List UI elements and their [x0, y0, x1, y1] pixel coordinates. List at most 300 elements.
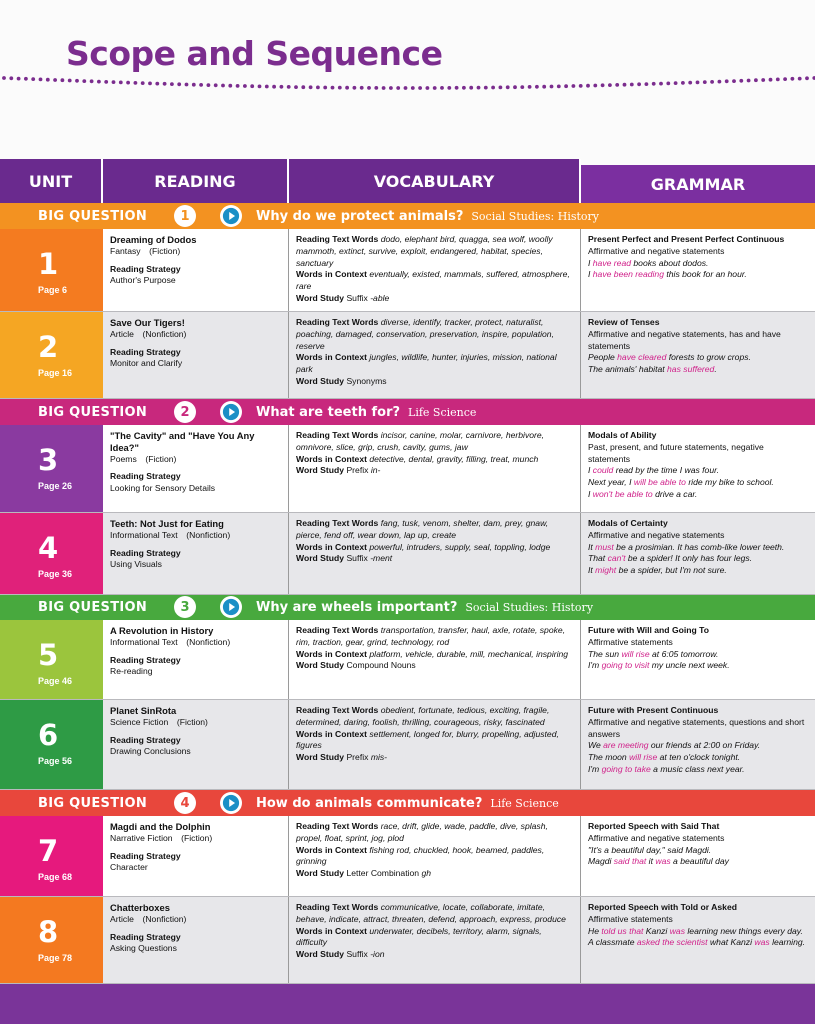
- word-study: [296, 465, 573, 477]
- big-question-subject: Social Studies: History: [471, 209, 600, 223]
- divider-dot: [542, 85, 546, 89]
- grammar-text: It: [588, 541, 596, 552]
- grammar-text: Magdi: [588, 856, 614, 867]
- grammar-example: [588, 553, 808, 565]
- grammar-text: a beautiful day: [670, 856, 729, 867]
- divider-dot: [462, 86, 466, 90]
- unit-number: 7: [38, 834, 59, 868]
- divider-dot: [659, 82, 663, 86]
- unit-row: [0, 816, 815, 897]
- grammar-highlight: must: [595, 541, 614, 552]
- grammar-highlight: won't be able to: [592, 488, 653, 499]
- big-question-number: 1: [174, 205, 196, 227]
- play-icon: [222, 794, 240, 812]
- big-question-label: BIG QUESTION: [38, 795, 148, 811]
- rtw-list: transportation, transfer, haul, axle, rotate, spoke, rim, traction, gear, grind, technology, rod: [296, 625, 566, 647]
- ws-label: Word Study: [296, 868, 345, 879]
- reading-title: Save Our Tigers!: [110, 317, 185, 328]
- big-question-text: [256, 796, 559, 811]
- grammar-example: [588, 565, 808, 577]
- divider-dot: [630, 83, 634, 87]
- ws-value: Suffix: [346, 949, 371, 960]
- wic-list: detective, dental, gravity, filling, treat, munch: [369, 453, 539, 464]
- grammar-highlight: can't: [607, 553, 626, 564]
- divider-dot: [455, 86, 459, 90]
- grammar-highlight: have been reading: [592, 269, 664, 280]
- divider-dot: [418, 86, 422, 90]
- divider-dot: [696, 81, 700, 85]
- grammar-cell: [581, 816, 815, 896]
- grammar-text: I'm: [588, 660, 602, 671]
- divider-dot: [61, 78, 65, 82]
- divider-dot: [163, 82, 167, 86]
- reading-genre-line: [110, 637, 281, 649]
- grammar-text: We: [588, 740, 604, 751]
- big-question-bar: [0, 790, 815, 816]
- grammar-highlight: have read: [592, 257, 632, 268]
- divider-dot: [331, 86, 335, 90]
- play-audio-button[interactable]: [220, 596, 242, 618]
- divider-dot: [17, 77, 21, 81]
- grammar-description: Affirmative and negative statements: [588, 832, 725, 843]
- play-audio-button[interactable]: [220, 792, 242, 814]
- reading-type: (Nonfiction): [142, 913, 187, 924]
- grammar-text: He: [588, 925, 602, 936]
- reading-genre: Informational Text: [110, 636, 178, 647]
- word-study: [296, 376, 573, 388]
- divider-dot: [265, 85, 269, 89]
- grammar-description: Affirmative statements: [588, 636, 673, 647]
- reading-type: (Fiction): [145, 453, 177, 464]
- grammar-highlight: said that: [613, 856, 647, 867]
- grammar-text: our friends at 2:00 on Friday.: [648, 740, 761, 751]
- big-question-text: [256, 600, 593, 615]
- grammar-text: what Kanzi: [707, 937, 755, 948]
- grammar-text: at 6:05 tomorrow.: [649, 648, 719, 659]
- divider-dot: [411, 86, 415, 90]
- grammar-description: Affirmative and negative statements: [588, 529, 725, 540]
- grammar-text: .: [714, 364, 717, 375]
- unit-cell: [0, 620, 103, 699]
- footer-bar: [0, 984, 815, 1024]
- reading-genre-line: [110, 246, 281, 258]
- reading-strategy-label: Reading Strategy: [110, 547, 181, 558]
- grammar-text: at ten o'clock tonight.: [657, 752, 741, 763]
- reading-type: (Nonfiction): [186, 636, 231, 647]
- big-question-question: What are teeth for?: [256, 404, 401, 420]
- big-question-subject: Life Science: [490, 796, 559, 810]
- grammar-example: [588, 269, 808, 281]
- divider-dot: [39, 78, 43, 82]
- unit-row: [0, 312, 815, 399]
- ws-value: Suffix: [346, 553, 371, 564]
- grammar-title: Future with Present Continuous: [588, 705, 719, 715]
- unit-page: Page 46: [38, 676, 73, 686]
- play-icon: [222, 207, 240, 225]
- unit-page: Page 68: [38, 872, 73, 882]
- grammar-text: be a prosimian. It has comb-like lower teeth.: [613, 541, 785, 552]
- divider-dot: [615, 83, 619, 87]
- divider-dot: [309, 85, 313, 89]
- divider-dot: [579, 84, 583, 88]
- big-question-bar: [0, 399, 815, 425]
- wic-label: Words in Context: [296, 352, 367, 363]
- big-question-number: 3: [174, 596, 196, 618]
- unit-page: Page 78: [38, 953, 73, 963]
- reading-strategy: Using Visuals: [110, 559, 162, 570]
- divider-dot: [353, 86, 357, 90]
- ws-label: Word Study: [296, 292, 345, 303]
- word-study: [296, 293, 573, 305]
- unit-page: Page 36: [38, 569, 73, 579]
- reading-cell: [103, 897, 289, 983]
- words-in-context: [296, 269, 573, 293]
- grammar-text: my uncle next week.: [649, 660, 730, 671]
- divider-dot: [601, 83, 605, 87]
- grammar-description: Affirmative and negative statements: [588, 245, 725, 256]
- words-in-context: [296, 454, 573, 466]
- header-reading: READING: [103, 159, 289, 203]
- reading-genre-line: [110, 530, 281, 542]
- grammar-text: I: [588, 269, 593, 280]
- reading-strategy: Asking Questions: [110, 943, 177, 954]
- divider-dot: [710, 80, 714, 84]
- rtw-list: obedient, fortunate, tedious, exciting, fragile, determined, daring, foolish, thrilling, courageous, risky, fascinated: [296, 705, 550, 727]
- divider-dot: [783, 77, 787, 81]
- ws-value: Synonyms: [346, 375, 387, 386]
- wic-label: Words in Context: [296, 728, 367, 739]
- divider-dot: [681, 81, 685, 85]
- big-question-label: BIG QUESTION: [38, 599, 148, 615]
- reading-cell: [103, 229, 289, 311]
- rtw-list: diverse, identify, tracker, protect, naturalist, poaching, damaged, conservation, preservation, inspire, population, reserve: [296, 317, 554, 351]
- play-icon: [222, 598, 240, 616]
- rtw-label: Reading Text Words: [296, 234, 379, 244]
- wic-list: settlement, longed for, blurry, propelling, adjusted, figures: [296, 728, 559, 751]
- grammar-highlight: was: [669, 925, 685, 936]
- divider-dot: [360, 86, 364, 90]
- grammar-text: Next year, I: [588, 477, 634, 488]
- divider-dot: [243, 84, 247, 88]
- grammar-text: this book for an hour.: [663, 269, 747, 280]
- word-study: [296, 553, 573, 565]
- divider-dot: [68, 79, 72, 83]
- reading-genre: Article: [110, 913, 134, 924]
- unit-number: 2: [38, 330, 59, 364]
- words-in-context: [296, 352, 573, 376]
- grammar-example: [588, 258, 808, 270]
- big-question-subject: Social Studies: History: [465, 600, 594, 614]
- divider-dot: [141, 81, 145, 85]
- wic-label: Words in Context: [296, 844, 367, 855]
- ws-value-italic: gh: [421, 868, 432, 879]
- page-title: Scope and Sequence: [66, 34, 443, 73]
- divider-dot: [112, 80, 116, 84]
- divider-dot: [199, 83, 203, 87]
- grammar-description: Affirmative and negative statements, has and have statements: [588, 328, 781, 351]
- grammar-title: Modals of Ability: [588, 430, 657, 440]
- dotted-divider: [0, 64, 815, 114]
- wic-label: Words in Context: [296, 453, 367, 464]
- grammar-highlight: asked the scientist: [636, 937, 708, 948]
- divider-dot: [491, 86, 495, 90]
- divider-dot: [586, 84, 590, 88]
- header-vocabulary: VOCABULARY: [289, 159, 581, 203]
- grammar-text: learning.: [769, 937, 806, 948]
- divider-dot: [294, 85, 298, 89]
- divider-dot: [170, 82, 174, 86]
- divider-dot: [374, 86, 378, 90]
- grammar-title: Future with Will and Going To: [588, 625, 710, 635]
- divider-dot: [747, 79, 751, 83]
- ws-label: Word Study: [296, 375, 345, 386]
- ws-value: Letter Combination: [346, 868, 422, 879]
- grammar-example: [588, 740, 808, 752]
- big-question-bar: [0, 203, 815, 229]
- reading-type: (Fiction): [149, 245, 181, 256]
- divider-dot: [126, 81, 130, 85]
- reading-strategy-label: Reading Strategy: [110, 654, 181, 665]
- grammar-highlight: have cleared: [617, 352, 667, 363]
- reading-cell: [103, 700, 289, 789]
- reading-strategy: Looking for Sensory Details: [110, 483, 216, 494]
- divider-dot: [637, 82, 641, 86]
- wic-label: Words in Context: [296, 541, 367, 552]
- header-grammar: GRAMMAR: [581, 165, 815, 203]
- grammar-text: drive a car.: [652, 488, 698, 499]
- words-in-context: [296, 542, 573, 554]
- reading-strategy-label: Reading Strategy: [110, 263, 181, 274]
- divider-dot: [506, 85, 510, 89]
- divider-dot: [477, 86, 481, 90]
- header-unit: UNIT: [0, 159, 103, 203]
- grammar-text: ride my bike to school.: [685, 477, 774, 488]
- reading-title: Magdi and the Dolphin: [110, 821, 211, 832]
- wic-list: platform, vehicle, durable, mill, mechanical, inspiring: [369, 648, 569, 659]
- reading-genre-line: [110, 329, 281, 341]
- divider-dot: [389, 86, 393, 90]
- divider-dot: [323, 86, 327, 90]
- vocabulary-cell: [289, 312, 581, 398]
- divider-dot: [24, 77, 28, 81]
- reading-text-words: [296, 821, 573, 845]
- grammar-title: Review of Tenses: [588, 317, 660, 327]
- reading-genre-line: [110, 454, 281, 466]
- grammar-description: Past, present, and future statements, negative statements: [588, 441, 764, 464]
- divider-dot: [513, 85, 517, 89]
- rtw-list: communicative, locate, collaborate, imitate, behave, indicate, attract, threaten, defend, approach, express, produce: [296, 902, 566, 924]
- unit-cell: [0, 700, 103, 789]
- grammar-example: [588, 542, 808, 554]
- divider-dot: [725, 79, 729, 83]
- divider-dot: [185, 83, 189, 87]
- reading-title: Chatterboxes: [110, 902, 170, 913]
- grammar-example: [588, 465, 808, 477]
- divider-dot: [287, 85, 291, 89]
- divider-dot: [703, 80, 707, 84]
- ws-value-italic: -able: [370, 292, 390, 303]
- divider-dot: [528, 85, 532, 89]
- grammar-example: [588, 752, 808, 764]
- unit-number: 8: [38, 915, 59, 949]
- reading-genre: Science Fiction: [110, 716, 169, 727]
- unit-cell: [0, 425, 103, 512]
- divider-dot: [280, 85, 284, 89]
- unit-page: Page 16: [38, 368, 73, 378]
- grammar-text: a music class next year.: [650, 763, 745, 774]
- unit-row: [0, 897, 815, 984]
- vocabulary-cell: [289, 700, 581, 789]
- divider-dot: [754, 78, 758, 82]
- grammar-title: Modals of Certainty: [588, 518, 668, 528]
- reading-type: (Fiction): [181, 832, 213, 843]
- reading-title: A Revolution in History: [110, 625, 214, 636]
- divider-dot: [674, 81, 678, 85]
- wic-list: underwater, decibels, territory, alarm, signals, difficulty: [296, 925, 542, 948]
- big-question-number: 4: [174, 792, 196, 814]
- grammar-text: it: [646, 856, 656, 867]
- words-in-context: [296, 649, 573, 661]
- reading-title: Teeth: Not Just for Eating: [110, 518, 224, 529]
- grammar-title: Reported Speech with Told or Asked: [588, 902, 737, 912]
- play-audio-button[interactable]: [220, 205, 242, 227]
- grammar-text: books about dodos.: [631, 257, 709, 268]
- divider-dot: [46, 78, 50, 82]
- reading-type: (Fiction): [176, 716, 208, 727]
- reading-strategy-label: Reading Strategy: [110, 931, 181, 942]
- grammar-example: [588, 764, 808, 776]
- rtw-list: incisor, canine, molar, carnivore, herbivore, omnivore, slice, grip, crush, cavity, gums, jaw: [296, 430, 545, 452]
- divider-dot: [805, 76, 809, 80]
- grammar-example: [588, 856, 808, 868]
- play-audio-button[interactable]: [220, 401, 242, 423]
- grammar-highlight: was: [655, 856, 671, 867]
- divider-dot: [250, 84, 254, 88]
- unit-cell: [0, 312, 103, 398]
- wic-label: Words in Context: [296, 925, 367, 936]
- big-question-label: BIG QUESTION: [38, 404, 148, 420]
- grammar-text: The animals' habitat: [588, 364, 668, 375]
- big-question-subject: Life Science: [408, 405, 477, 419]
- big-question-label: BIG QUESTION: [38, 208, 148, 224]
- reading-genre-line: [110, 717, 281, 729]
- divider-dot: [652, 82, 656, 86]
- words-in-context: [296, 926, 573, 950]
- word-study: [296, 660, 573, 672]
- ws-label: Word Study: [296, 949, 345, 960]
- grammar-example: [588, 489, 808, 501]
- reading-cell: [103, 513, 289, 594]
- grammar-highlight: could: [592, 465, 614, 476]
- reading-genre-line: [110, 833, 281, 845]
- wic-list: jungles, wildlife, hunter, injuries, mission, national park: [296, 352, 557, 375]
- grammar-highlight: going to take: [601, 763, 651, 774]
- vocabulary-cell: [289, 897, 581, 983]
- reading-genre: Narrative Fiction: [110, 832, 173, 843]
- divider-dot: [345, 86, 349, 90]
- big-question-number: 2: [174, 401, 196, 423]
- grammar-cell: [581, 229, 815, 311]
- divider-dot: [404, 86, 408, 90]
- unit-number: 5: [38, 638, 59, 672]
- wic-list: powerful, intruders, supply, seal, toppling, lodge: [369, 541, 551, 552]
- play-icon: [222, 403, 240, 421]
- rtw-list: race, drift, glide, wade, paddle, dive, splash, propel, float, sprint, jog, plod: [296, 821, 548, 843]
- divider-dot: [31, 77, 35, 81]
- grammar-title: Present Perfect and Present Perfect Continuous: [588, 234, 785, 244]
- grammar-title: Reported Speech with Said That: [588, 821, 720, 831]
- reading-text-words: [296, 518, 573, 542]
- grammar-text: be a spider, but I'm not sure.: [616, 565, 727, 576]
- divider-dot: [338, 86, 342, 90]
- wic-label: Words in Context: [296, 648, 367, 659]
- ws-value-italic: -ion: [370, 949, 385, 960]
- divider-dot: [593, 84, 597, 88]
- divider-dot: [177, 82, 181, 86]
- rtw-list: dodo, elephant bird, quagga, sea wolf, woolly mammoth, extinct, survive, exploit, endangered, habitat, species, sanctuary: [296, 234, 553, 268]
- grammar-text: That: [588, 553, 608, 564]
- grammar-highlight: told us that: [601, 925, 644, 936]
- big-question-text: [256, 209, 599, 224]
- grammar-cell: [581, 700, 815, 789]
- vocabulary-cell: [289, 620, 581, 699]
- ws-label: Word Study: [296, 553, 345, 564]
- grammar-highlight: going to visit: [601, 660, 650, 671]
- word-study: [296, 868, 573, 880]
- divider-dot: [382, 86, 386, 90]
- grammar-example: [588, 649, 808, 661]
- unit-row: [0, 700, 815, 790]
- grammar-highlight: has suffered: [667, 364, 715, 375]
- divider-dot: [272, 85, 276, 89]
- divider-dot: [221, 84, 225, 88]
- ws-value: Suffix: [346, 292, 371, 303]
- reading-strategy-label: Reading Strategy: [110, 346, 181, 357]
- divider-dot: [258, 85, 262, 89]
- big-question-question: Why are wheels important?: [256, 599, 458, 615]
- wic-label: Words in Context: [296, 269, 367, 280]
- reading-strategy-label: Reading Strategy: [110, 471, 181, 482]
- unit-row: [0, 513, 815, 595]
- reading-text-words: [296, 705, 573, 729]
- unit-page: Page 6: [38, 285, 68, 295]
- grammar-highlight: are meeting: [603, 740, 649, 751]
- reading-strategy: Character: [110, 862, 148, 873]
- unit-row: [0, 425, 815, 513]
- divider-dot: [440, 86, 444, 90]
- grammar-text: forests to grow crops.: [666, 352, 751, 363]
- reading-strategy: Author's Purpose: [110, 275, 176, 286]
- ws-label: Word Study: [296, 660, 345, 671]
- divider-dot: [520, 85, 524, 89]
- grammar-example: [588, 845, 808, 857]
- divider-dot: [228, 84, 232, 88]
- divider-dot: [207, 83, 211, 87]
- grammar-cell: [581, 312, 815, 398]
- grammar-text: Kanzi: [643, 925, 670, 936]
- divider-dot: [761, 78, 765, 82]
- divider-dot: [769, 78, 773, 82]
- ws-value-italic: in-: [370, 465, 381, 476]
- divider-dot: [718, 80, 722, 84]
- grammar-text: I: [588, 465, 593, 476]
- divider-dot: [2, 76, 6, 80]
- divider-dot: [447, 86, 451, 90]
- big-question-question: Why do we protect animals?: [256, 208, 464, 224]
- wic-list: eventually, existed, mammals, suffered, atmosphere, rare: [296, 269, 570, 292]
- grammar-example: [588, 352, 808, 364]
- grammar-cell: [581, 425, 815, 512]
